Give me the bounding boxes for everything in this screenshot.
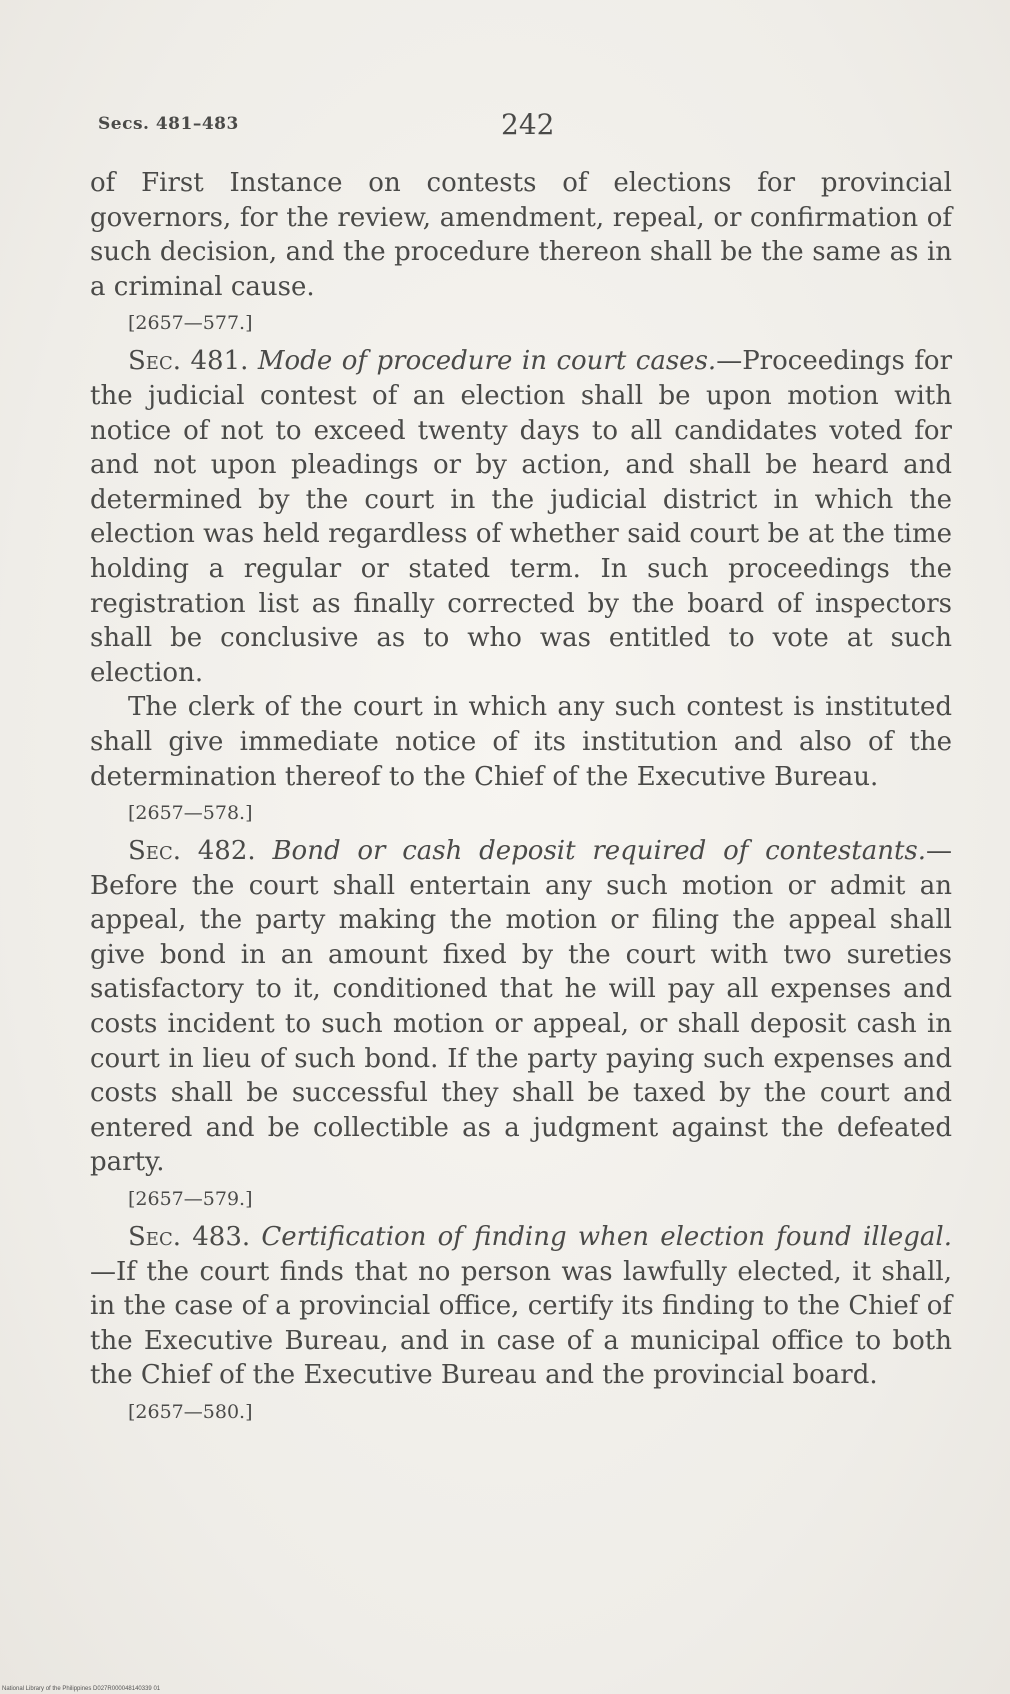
page-number: 242 bbox=[501, 108, 555, 141]
section-483 bbox=[90, 1220, 952, 1393]
section-481 bbox=[90, 344, 952, 690]
section-heading: Bond or cash deposit required of contestants. bbox=[272, 836, 927, 867]
section-text: —If the court finds that no person was lawfully elected, it shall, in the case of a provincial office, certify its finding to the Chief of the Executive Bureau, and in case of a municipal office to both the Chief of the Executive Bureau and the provincial board. bbox=[90, 1256, 952, 1391]
section-text: —Proceedings for the judicial contest of an election shall be upon motion with notice of not to exceed twenty days to all candidates voted for and not upon pleadings or by action, and shall be heard and determined by the court in the judicial district in which the election was held regardless of whether said court be at the time holding a regular or stated term. In such proceedings the registration list as finally corrected by the board of inspectors shall be conclusive as to who was entitled to vote at such election. bbox=[90, 346, 952, 688]
section-range: Secs. 481–483 bbox=[98, 114, 239, 134]
reference-note: [2657—579.] bbox=[128, 1188, 253, 1211]
reference-note: [2657—578.] bbox=[128, 802, 253, 825]
section-482 bbox=[90, 834, 952, 1180]
body-text bbox=[90, 166, 952, 1433]
section-number: Sec. 483. bbox=[128, 1222, 251, 1253]
section-heading: Certification of finding when election found illegal. bbox=[261, 1222, 952, 1253]
page-header bbox=[98, 108, 948, 148]
section-number: Sec. 482. bbox=[128, 836, 256, 867]
reference-note: [2657—580.] bbox=[128, 1401, 253, 1423]
reference-note: [2657—577.] bbox=[128, 312, 253, 335]
scan-credit: National Library of the Philippines D027R000048140339 01 bbox=[2, 1686, 161, 1692]
paragraph-continuation: of First Instance on contests of elections for provincial governors, for the review, amendment, repeal, or confirmation of such decision, and the procedure thereon shall be the same as in a criminal cause. bbox=[90, 168, 952, 302]
section-number: Sec. 481. bbox=[128, 346, 249, 377]
section-text: —Before the court shall entertain any such motion or admit an appeal, the party making the motion or filing the appeal shall give bond in an amount fixed by the court with two sureties satisfactory to it, conditioned that he will pay all expenses and costs incident to such motion or appeal, or shall deposit cash in court in lieu of such bond. If the party paying such expenses and costs shall be successful they shall be taxed by the court and entered and be collectible as a judgment against the defeated party. bbox=[90, 836, 953, 1178]
paragraph-clerk-notice: The clerk of the court in which any such contest is instituted shall give immediate notice of its institution and also of the determination thereof to the Chief of the Executive Bureau. bbox=[90, 692, 952, 792]
section-heading: Mode of procedure in court cases. bbox=[257, 346, 717, 377]
